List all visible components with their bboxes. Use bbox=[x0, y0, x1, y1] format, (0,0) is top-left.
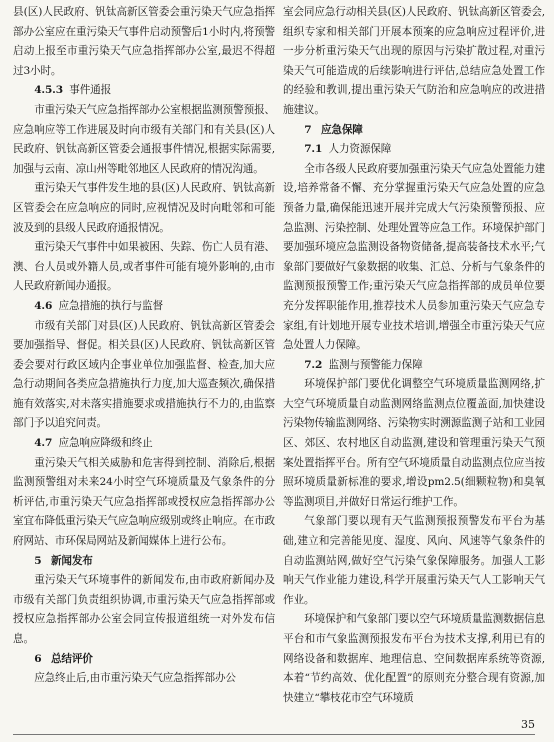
section-title: 应急措施的执行与监督 bbox=[58, 299, 163, 312]
section-number: 4.7 bbox=[34, 437, 53, 450]
section-heading-5 bbox=[13, 552, 275, 572]
section-heading-4-5-3 bbox=[13, 81, 275, 101]
section-number: 7 bbox=[304, 123, 312, 136]
paragraph: 重污染天气事件中如果被困、失踪、伤亡人员有港、澳、台人员或外籍人员,或者事件可能有境外影响的,由市人民政府新闻办通报。 bbox=[13, 241, 275, 293]
left-column bbox=[13, 3, 275, 689]
section-title: 应急保障 bbox=[320, 123, 363, 136]
section-heading-6 bbox=[13, 650, 275, 670]
section-title: 事件通报 bbox=[69, 84, 112, 97]
section-title: 新闻发布 bbox=[50, 554, 93, 567]
paragraph: 重污染天气事件发生地的县(区)人民政府、钒钛高新区管委会在应急响应的同时,应视情况及时向毗邻和可能波及到的县级人民政府通报情况。 bbox=[13, 182, 275, 234]
section-title: 监测与预警能力保障 bbox=[328, 358, 423, 371]
section-number: 5 bbox=[34, 554, 42, 567]
paragraph: 全市各级人民政府要加强重污染天气应急处置能力建设,培养常备不懈、充分掌握重污染天气应急处置的应急预备力量,确保能迅速开展并完成大气污染预警预报、应急监测、污染控制、处理处置等应急工作。环境保护部门要加强环境应急监测设备物资储备,提高装备技术水平;气象部门要做好气象数据的收集、汇总、分析与气象条件的监测预报预警工作;重污染天气应急指挥部的成员单位要充分发挥职能作用,推荐技术人员参加重污染天气应急专家组,有计划地开展专业技术培训,增强全市重污染天气应急处置人力保障。 bbox=[283, 162, 545, 352]
section-heading-7-1 bbox=[283, 140, 545, 160]
section-title: 人力资源保障 bbox=[328, 143, 392, 156]
section-number: 7.2 bbox=[304, 358, 323, 371]
section-heading-7 bbox=[283, 121, 545, 141]
paragraph: 环境保护和气象部门要以空气环境质量监测数据信息平台和市气象监测预报发布平台为技术支撑,利用已有的网络设备和数据库、地理信息、空间数据库系统等资源,本着“节约高效、优化配置”的原则充分整合现有资源,加快建立“攀枝花市空气环境质 bbox=[283, 613, 545, 704]
section-heading-4-7 bbox=[13, 434, 275, 454]
paragraph: 市重污染天气应急指挥部办公室根据监测预警预报、应急响应等工作进展及时向市级有关部门和有关县(区)人民政府、钒钛高新区管委会通报事件情况,根据实际需要,加强与云南、凉山州等毗邻地区人民政府的情况沟通。 bbox=[13, 103, 275, 175]
paragraph: 市级有关部门对县(区)人民政府、钒钛高新区管委会要加强指导、督促。相关县(区)人民政府、钒钛高新区管委会要对行政区域内企事业单位加强监督、检查,加大应急行动期间各类应急措施执行力度,加大巡查频次,确保措施有效落实,对未落实措施要求或措施执行不力的,由监察部门予以追究问责。 bbox=[13, 319, 275, 430]
paragraph: 县(区)人民政府、钒钛高新区管委会重污染天气应急指挥部办公室应在重污染天气事件启动预警后1小时内,将预警启动上报至市重污染天气应急指挥部办公室,最迟不得超过3小时。 bbox=[13, 6, 275, 77]
page-number: 35 bbox=[521, 718, 535, 731]
paragraph: 环境保护部门要优化调整空气环境质量监测网络,扩大空气环境质量自动监测网络监测点位覆盖面,加快建设污染物传输监测网络、污染物实时溯源监测子站和工业园区、郊区、农村地区自动监测,建设和管理重污染天气预案处置指挥平台。所有空气环境质量自动监测点位应当按照环境质量新标准的要求,增设pm2.5(细颗粒物)和臭氧等监测项目,并做好日常运行维护工作。 bbox=[283, 378, 545, 508]
paragraph: 应急终止后,由市重污染天气应急指挥部办公 bbox=[34, 672, 236, 685]
section-number: 6 bbox=[34, 652, 42, 665]
section-number: 7.1 bbox=[304, 143, 323, 156]
section-heading-4-6 bbox=[13, 297, 275, 317]
footer-rule bbox=[13, 734, 535, 735]
section-title: 应急响应降级和终止 bbox=[58, 437, 153, 450]
section-number: 4.5.3 bbox=[34, 84, 63, 97]
paragraph: 气象部门要以现有天气监测预报预警发布平台为基础,建立和完善能见度、湿度、风向、风速等气象条件的自动监测站网,做好空气污染气象保障服务。加强人工影响天气作业能力建设,科学开展重污染天气人工影响天气作业。 bbox=[283, 515, 545, 606]
section-title: 总结评价 bbox=[50, 652, 93, 665]
section-number: 4.6 bbox=[34, 299, 53, 312]
paragraph: 重污染天气相关威胁和危害得到控制、消除后,根据监测预警组对未来24小时空气环境质量及气象条件的分析评估,市重污染天气应急指挥部或授权应急指挥部办公室宜布降低重污染天气应急响应级别或终止响应。在市政府网站、市环保局网站及新闻媒体上进行公布。 bbox=[13, 456, 275, 548]
paragraph: 室会同应急行动相关县(区)人民政府、钒钛高新区管委会,组织专家和相关部门开展本预案的应急响应过程评价,进一步分析重污染天气出现的原因与污染扩散过程,对重污染天气可能造成的后续影响进行评估,总结应急处置工作的经验和教训,提出重污染天气防治和应急响应的改进措施建议。 bbox=[283, 6, 545, 116]
paragraph: 重污染天气环境事件的新闻发布,由市政府新闻办及市级有关部门负责组织协调,市重污染天气应急指挥部或授权应急指挥部办公室会同宣传报道组统一对外发布信息。 bbox=[13, 574, 275, 645]
right-column bbox=[283, 3, 545, 708]
section-heading-7-2 bbox=[283, 356, 545, 376]
